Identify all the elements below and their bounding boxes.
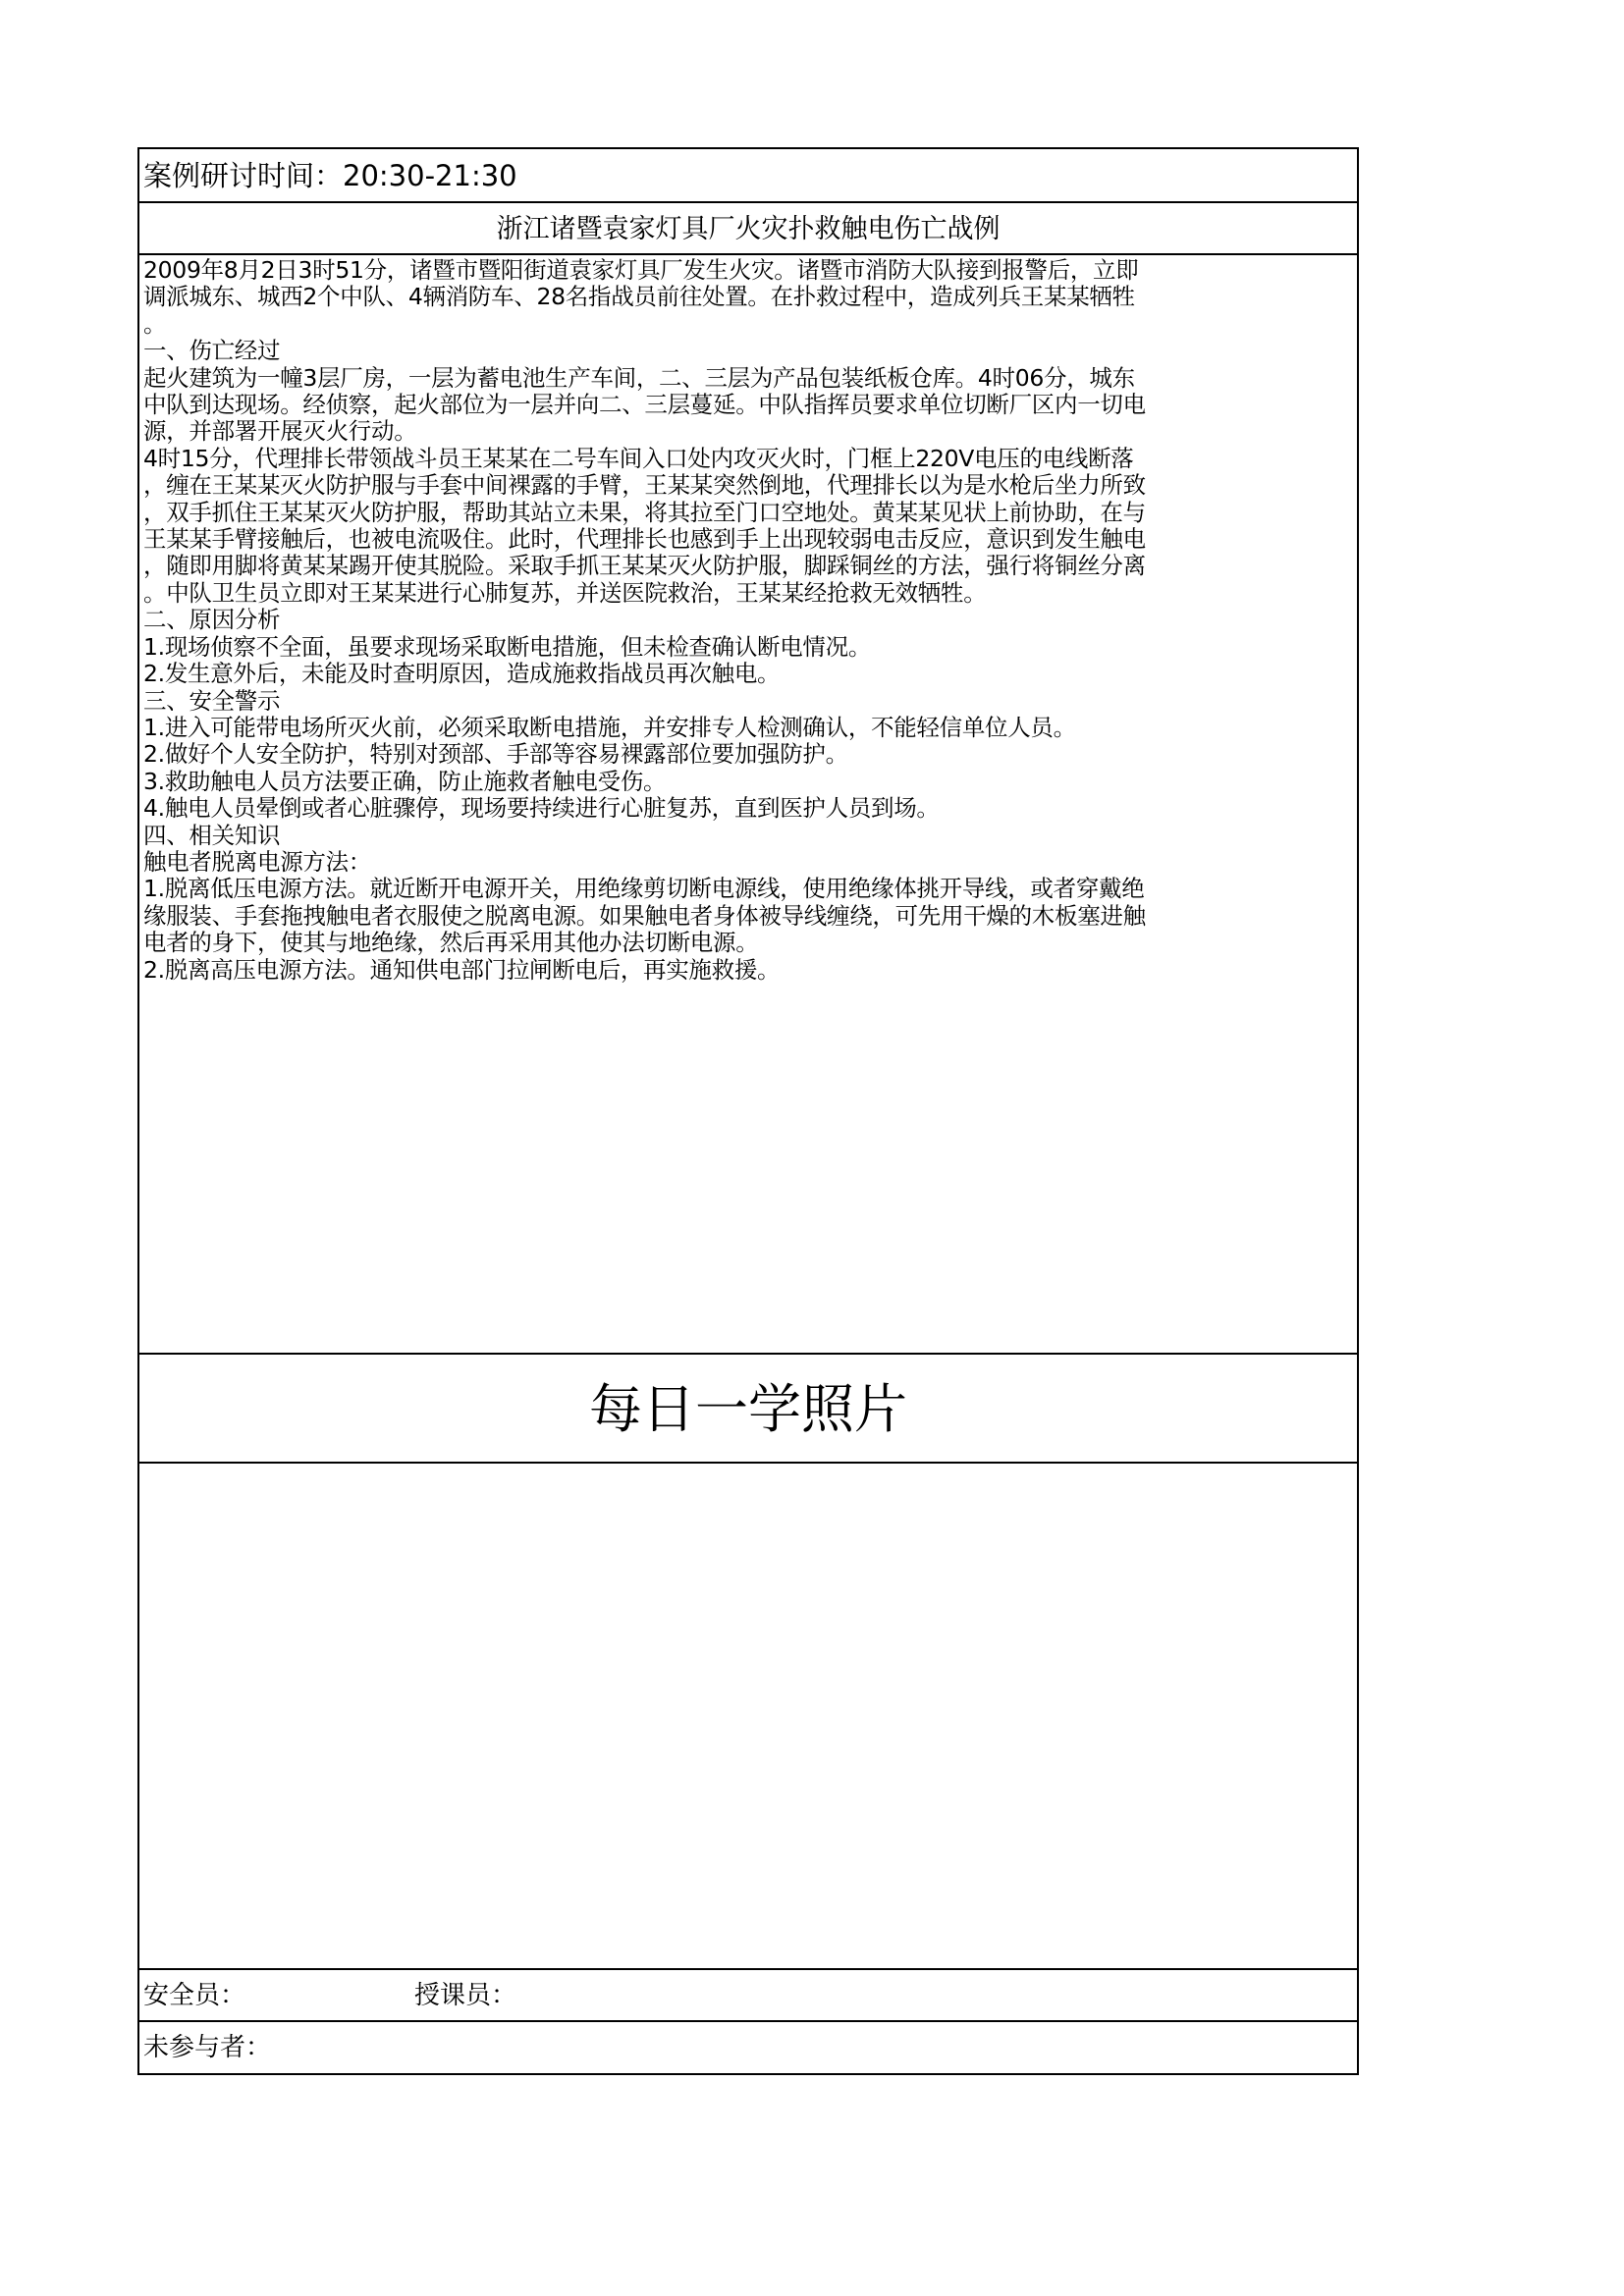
photo-title: 每日一学照片 (589, 1378, 907, 1440)
content-line: 2.做好个人安全防护，特别对颈部、手部等容易裸露部位要加强防护。 (143, 740, 848, 769)
content-line: 电者的身下，使其与地绝缘，然后再采用其他办法切断电源。 (143, 929, 759, 957)
content-cell (139, 255, 1357, 1355)
content-line: 四、相关知识 (143, 821, 281, 849)
content-line: 1.脱离低压电源方法。就近断开电源开关，用绝缘剪切断电源线，使用绝缘体挑开导线，或者穿戴绝 (143, 875, 1145, 903)
case-study-form (137, 147, 1359, 2075)
content-line: 。中队卫生员立即对王某某进行心肺复苏，并送医院救治，王某某经抢救无效牺牲。 (143, 578, 987, 607)
absent-row (139, 2022, 1357, 2073)
content-line: 1.进入可能带电场所灭火前，必须采取断电措施，并安排专人检测确认，不能轻信单位人员。 (143, 713, 1076, 741)
content-line: 一、伤亡经过 (143, 337, 281, 365)
content-line: 2.发生意外后，未能及时查明原因，造成施救指战员再次触电。 (143, 660, 781, 688)
content-line: 中队到达现场。经侦察，起火部位为一层并向二、三层蔓延。中队指挥员要求单位切断厂区内一切电 (143, 391, 1146, 419)
content-line: 2.脱离高压电源方法。通知供电部门拉闸断电后，再实施救援。 (143, 955, 781, 984)
discussion-time: 案例研讨时间：20:30-21:30 (143, 159, 517, 192)
content-line: 。 (143, 309, 167, 338)
content-line: 二、原因分析 (143, 606, 281, 634)
content-line: 触电者脱离电源方法： (143, 847, 371, 876)
content-line: ，随即用脚将黄某某踢开使其脱险。采取手抓王某某灭火防护服，脚踩铜丝的方法，强行将铜丝分离 (143, 552, 1146, 580)
content-line: ，双手抓住王某某灭火防护服，帮助其站立未果，将其拉至门口空地处。黄某某见状上前协助，在与 (143, 498, 1146, 526)
time-row (139, 149, 1357, 203)
photo-area (139, 1464, 1357, 1970)
content-line: 调派城东、城西2个中队、4辆消防车、28名指战员前往处置。在扑救过程中，造成列兵王某某牺牲 (143, 283, 1135, 311)
title-row (139, 203, 1357, 255)
content-line: ，缠在王某某灭火防护服与手套中间裸露的手臂，王某某突然倒地，代理排长以为是水枪后坐力所致 (143, 471, 1146, 500)
safety-officer-label: 安全员： (143, 1981, 246, 2010)
content-line: 4时15分，代理排长带领战斗员王某某在二号车间入口处内攻灭火时，门框上220V电压的电线断落 (143, 444, 1134, 472)
absent-label: 未参与者： (143, 2033, 272, 2062)
content-line: 起火建筑为一幢3层厂房，一层为蓄电池生产车间，二、三层为产品包装纸板仓库。4时06分，城东 (143, 363, 1135, 392)
content-line: 2009年8月2日3时51分，诸暨市暨阳街道袁家灯具厂发生火灾。诸暨市消防大队接到报警后，立即 (143, 256, 1139, 284)
content-line: 缘服装、手套拖拽触电者衣服使之脱离电源。如果触电者身体被导线缠绕，可先用干燥的木板塞进触 (143, 901, 1146, 930)
content-line: 源，并部署开展灭火行动。 (143, 417, 417, 446)
content-line: 王某某手臂接触后，也被电流吸住。此时，代理排长也感到手上出现较弱电击反应，意识到发生触电 (143, 525, 1146, 554)
content-line: 4.触电人员晕倒或者心脏骤停，现场要持续进行心脏复苏，直到医护人员到场。 (143, 794, 940, 823)
instructor-label: 授课员： (414, 1981, 517, 2010)
content-line: 三、安全警示 (143, 686, 281, 715)
signature-row (139, 1970, 1357, 2022)
content-line: 1.现场侦察不全面，虽要求现场采取断电措施，但未检查确认断电情况。 (143, 632, 872, 661)
content-line: 3.救助触电人员方法要正确，防止施救者触电受伤。 (143, 767, 667, 795)
photo-title-row (139, 1355, 1357, 1464)
case-title: 浙江诸暨袁家灯具厂火灾扑救触电伤亡战例 (496, 214, 1001, 244)
